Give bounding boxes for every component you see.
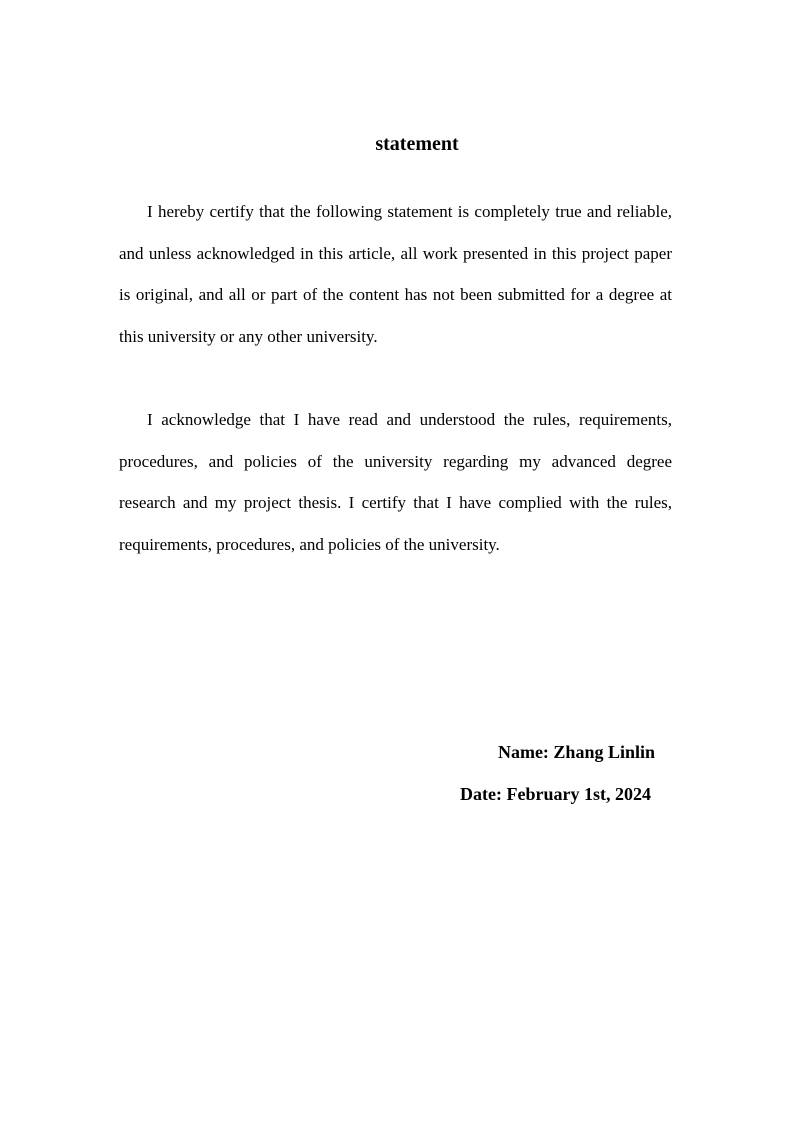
signature-date: Date: February 1st, 2024 xyxy=(460,784,651,804)
signature-name: Name: Zhang Linlin xyxy=(497,742,655,762)
statement-paragraph-2: I acknowledge that I have read and understood the rules, requirements, procedures, and policies of the university regarding my advanced degree research and my project thesis. I certify that I have complied with the rules, requirements, procedures, and policies of the university. xyxy=(119,410,672,554)
statement-paragraph-1: I hereby certify that the following statement is completely true and reliable, and unless acknowledged in this article, all work presented in this project paper is original, and all or part of the content has not been submitted for a degree at this university or any other university. xyxy=(119,202,672,346)
page-title: statement xyxy=(375,133,459,155)
